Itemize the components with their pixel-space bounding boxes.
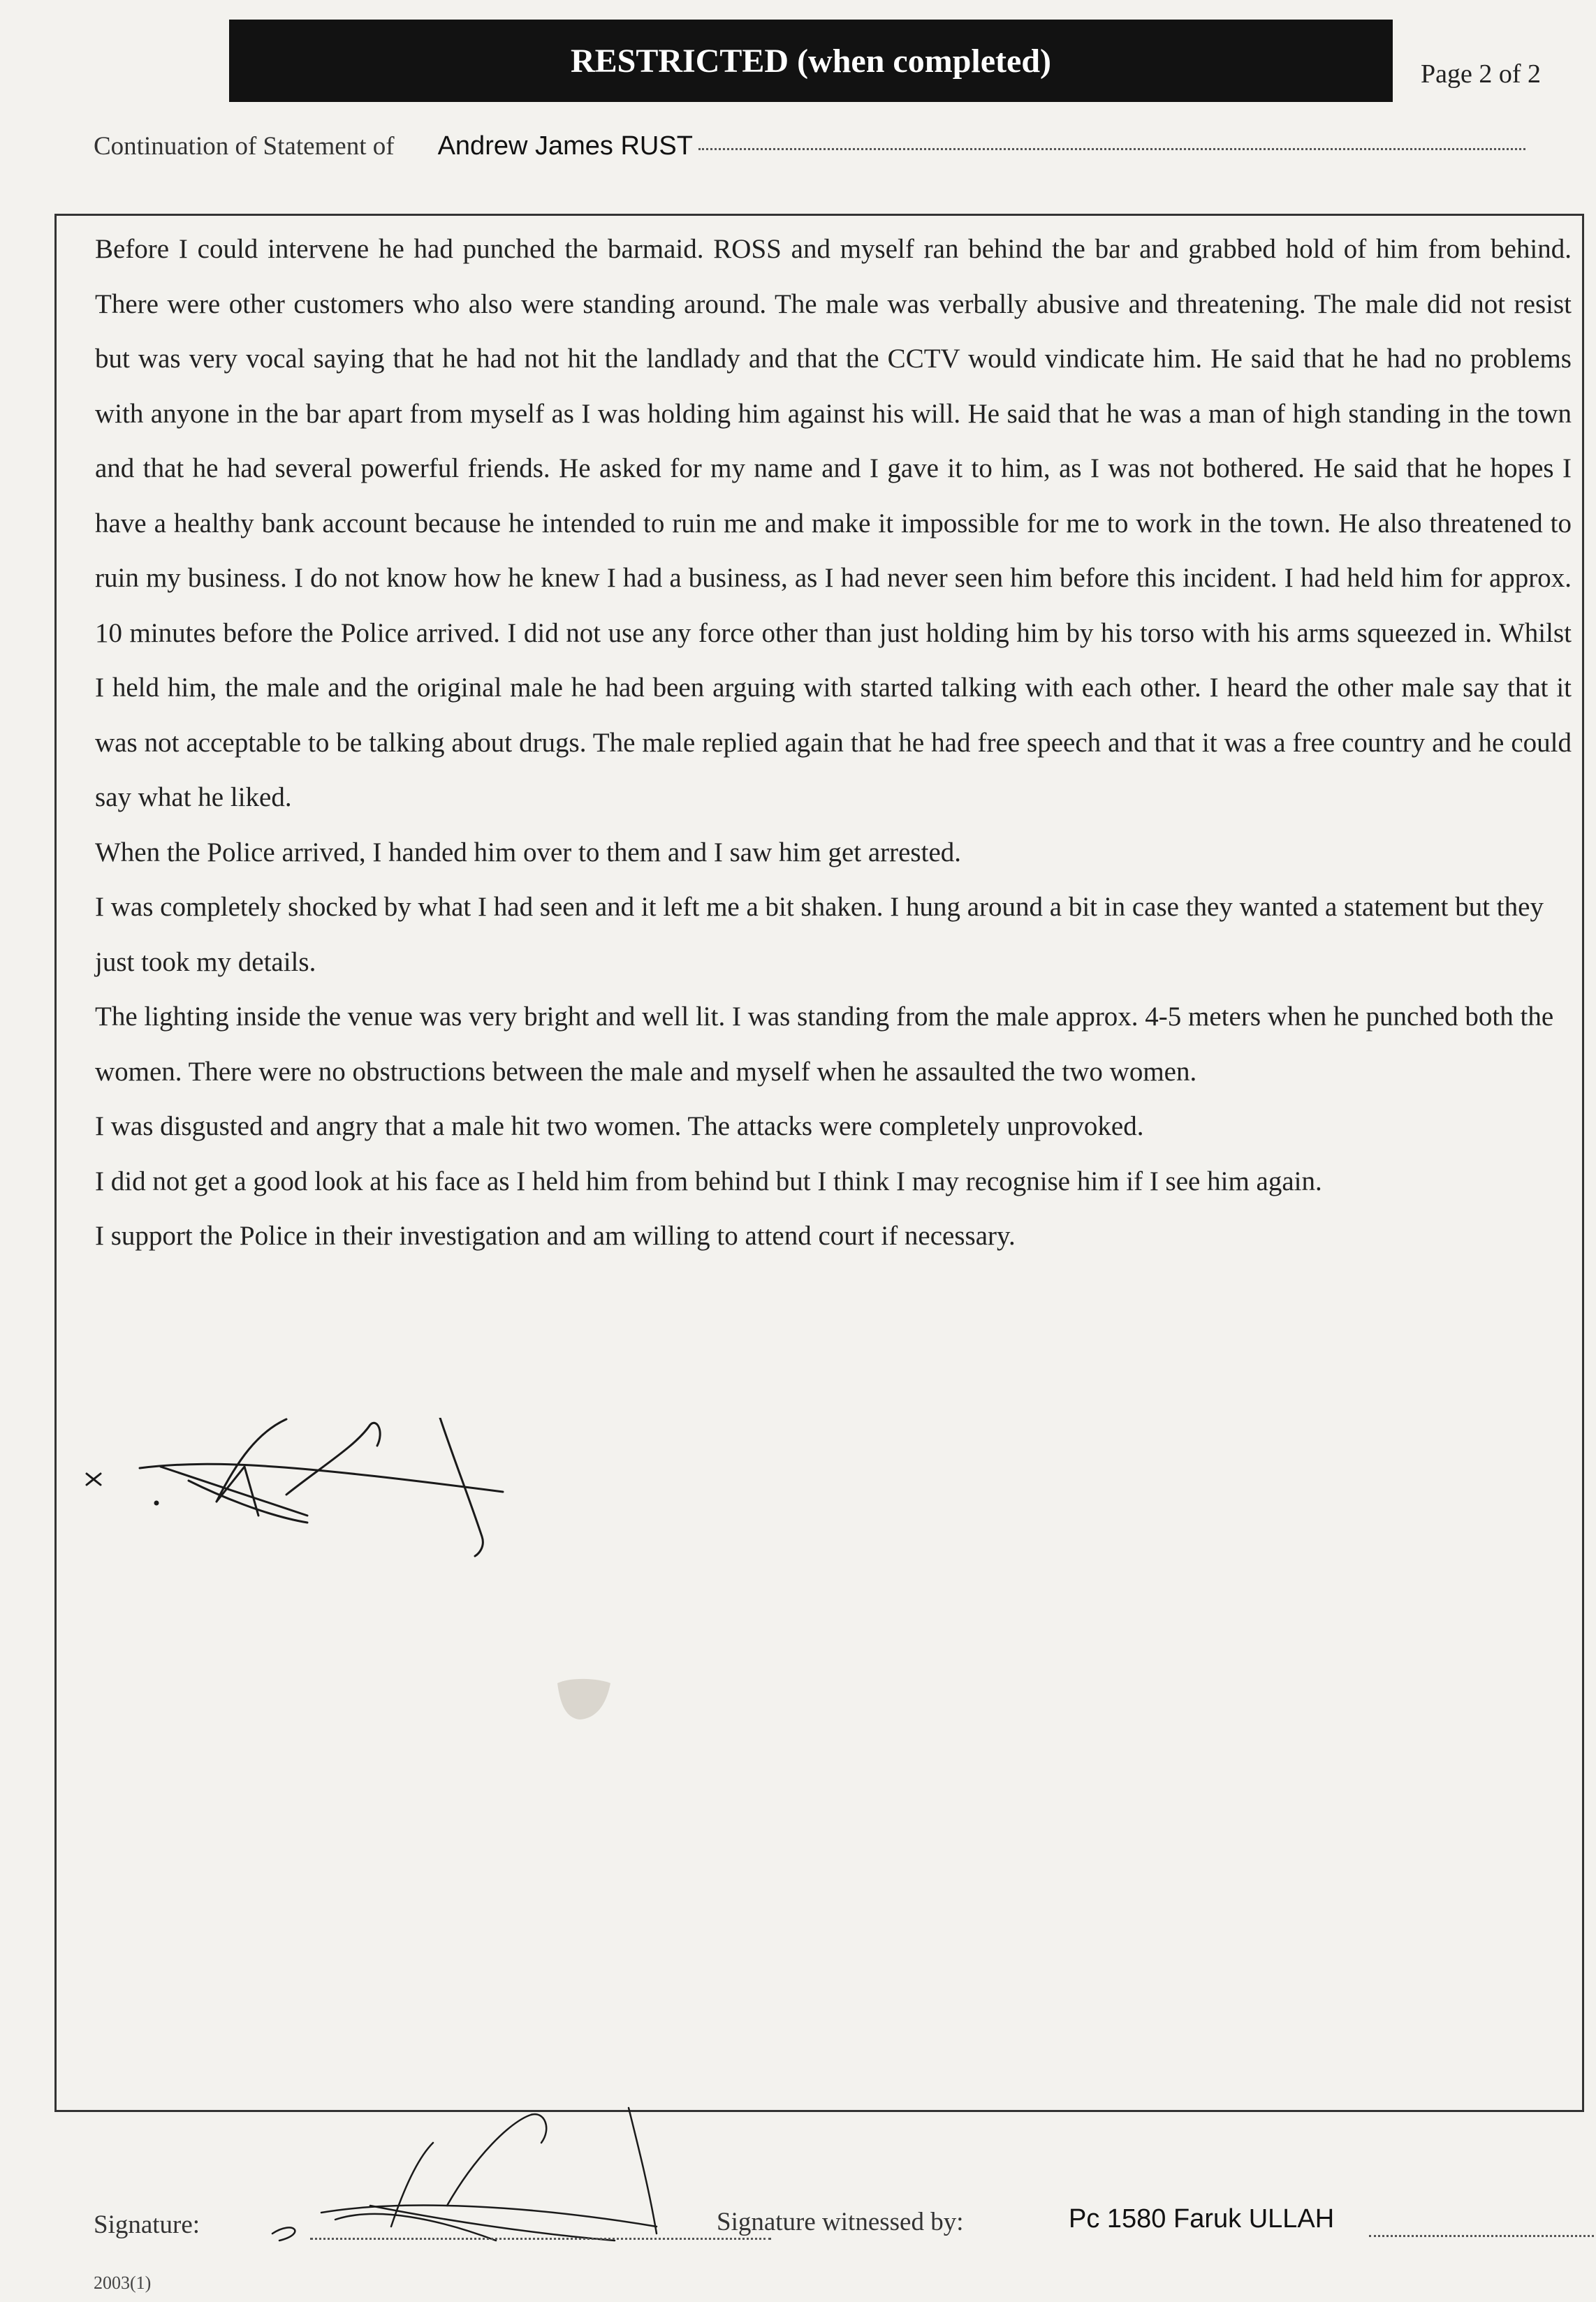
continuation-line bbox=[94, 131, 1525, 168]
form-code: 2003(1) bbox=[94, 2273, 152, 2293]
dotted-fill-line bbox=[698, 148, 1525, 150]
witnessed-by-label: Signature witnessed by: bbox=[717, 2208, 964, 2236]
witness-statement-name: Andrew James RUST bbox=[437, 131, 693, 161]
statement-paragraph: I support the Police in their investigation and am willing to attend court if necessary. bbox=[95, 1221, 1016, 1251]
signature-label: Signature: bbox=[94, 2211, 200, 2239]
statement-paragraph: I did not get a good look at his face as I held him from behind but I think I may recognise him if I see him again. bbox=[95, 1166, 1322, 1196]
statement-paragraph: Before I could intervene he had punched the barmaid. ROSS and myself ran behind the bar and grabbed hold of him from behind. There were other customers who also were standing around. The male was verbally abusive and threatening. The male did not resist but was very vocal saying that he had not hit the landlady and that the CCTV would vindicate him. He said that he had no problems with anyone in the bar apart from myself as I was holding him against his will. He said that he was a man of high standing in the town and that he had several powerful friends. He asked for my name and I gave it to him, as I was not bothered. He said that he hopes I have a healthy bank account because he intended to ruin me and make it impossible for me to work in the town. He also threatened to ruin my business. I do not know how he knew I had a business, as I had never seen him before this incident. I had held him for approx. 10 minutes before the Police arrived. I did not use any force other than just holding him by his torso with his arms squeezed in. Whilst I held him, the male and the original male he had been arguing with started talking with each other. I heard the other male say that it was not acceptable to be talking about drugs. The male replied again that he had free speech and that it was a free country and he could say what he liked. bbox=[95, 234, 1572, 812]
statement-body bbox=[95, 222, 1572, 1264]
statement-paragraph: I was disgusted and angry that a male hit two women. The attacks were completely unprovoked. bbox=[95, 1111, 1144, 1141]
witness-dotted-line bbox=[1369, 2235, 1596, 2237]
statement-paragraph: The lighting inside the venue was very bright and well lit. I was standing from the male approx. 4-5 meters when he punched both the women. There were no obstructions between the male and myself when he assaulted the two women. bbox=[95, 1002, 1554, 1087]
restricted-banner bbox=[229, 20, 1393, 102]
restricted-banner-text: RESTRICTED (when completed) bbox=[570, 42, 1052, 80]
handwritten-signature bbox=[77, 1418, 510, 1557]
statement-paragraph: When the Police arrived, I handed him over to them and I saw him get arrested. bbox=[95, 837, 962, 867]
paper-smudge bbox=[552, 1676, 615, 1725]
signature-footer bbox=[94, 2200, 1567, 2249]
continuation-label: Continuation of Statement of bbox=[94, 132, 395, 161]
statement-paragraph: I was completely shocked by what I had seen and it left me a bit shaken. I hung around a bit in case they wanted a statement but they just took my details. bbox=[95, 892, 1544, 977]
signature-dotted-line bbox=[310, 2238, 771, 2240]
witness-officer-name: Pc 1580 Faruk ULLAH bbox=[1069, 2204, 1335, 2234]
page-number: Page 2 of 2 bbox=[1421, 59, 1542, 89]
